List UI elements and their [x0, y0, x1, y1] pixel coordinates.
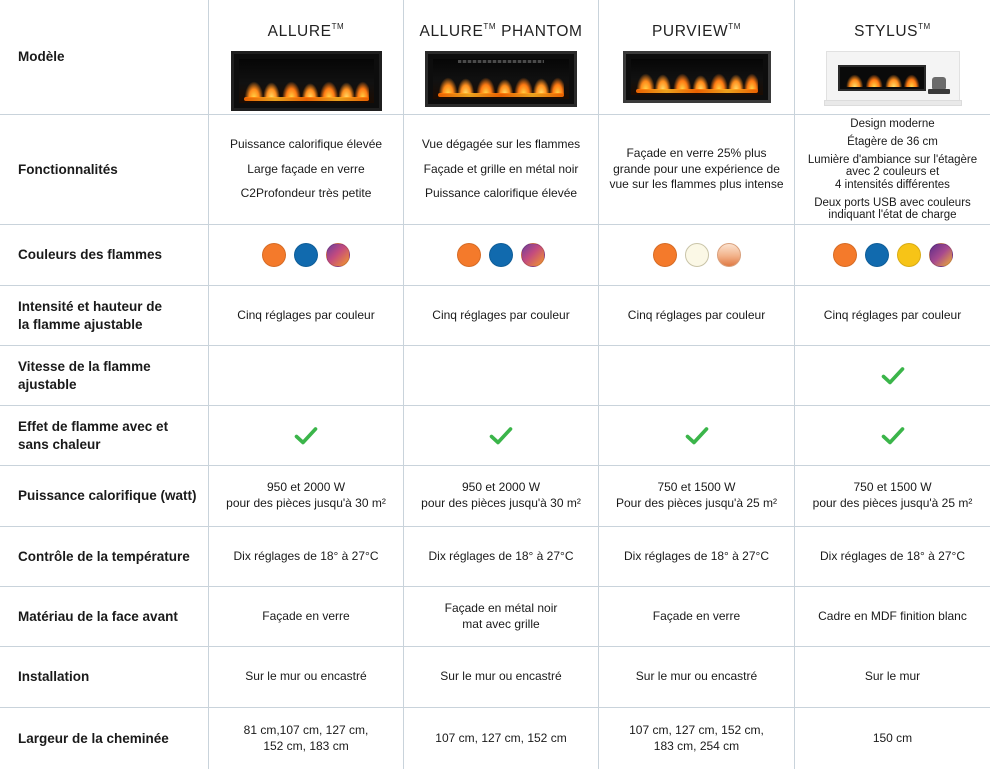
width-allure: 81 cm,107 cm, 127 cm, 152 cm, 183 cm [208, 708, 403, 769]
feature-text: Deux ports USB avec couleurs [814, 196, 971, 209]
width-phantom: 107 cm, 127 cm, 152 cm [403, 708, 598, 769]
effect-allure [208, 406, 403, 466]
temperature-stylus: Dix réglages de 18° à 27°C [794, 527, 990, 587]
effect-purview [598, 406, 794, 466]
colors-stylus [794, 225, 990, 286]
intensity-purview: Cinq réglages par couleur [598, 286, 794, 346]
orange-swatch [262, 243, 286, 267]
feature-text: grande pour une expérience de [613, 161, 780, 176]
installation-stylus: Sur le mur [794, 647, 990, 708]
temperature-phantom: Dix réglages de 18° à 27°C [403, 527, 598, 587]
temperature-allure: Dix réglages de 18° à 27°C [208, 527, 403, 587]
material-allure: Façade en verre [208, 587, 403, 647]
power-allure: 950 et 2000 W pour des pièces jusqu'à 30 m² [208, 466, 403, 527]
fireplace-image-allure [231, 51, 382, 111]
features-stylus [794, 115, 990, 225]
model-name-stylus: STYLUS™ [854, 22, 931, 40]
row-label-model: Modèle [0, 0, 208, 115]
row-label-features: Fonctionnalités [0, 115, 208, 225]
colors-allure [208, 225, 403, 286]
colors-purview [598, 225, 794, 286]
model-col-allure [208, 0, 403, 115]
row-label-flame-colors: Couleurs des flammes [0, 225, 208, 286]
model-name-allure: ALLURE™ [267, 22, 345, 40]
model-col-stylus [794, 0, 990, 115]
ivory-swatch [685, 243, 709, 267]
check-icon [685, 426, 709, 446]
model-col-purview [598, 0, 794, 115]
orange-swatch [653, 243, 677, 267]
blue-swatch [489, 243, 513, 267]
power-phantom: 950 et 2000 W pour des pièces jusqu'à 30 m² [403, 466, 598, 527]
fireplace-image-phantom [425, 51, 577, 107]
fireplace-image-stylus [824, 51, 962, 106]
feature-text: indiquant l'état de charge [828, 208, 957, 221]
check-icon [881, 366, 905, 386]
feature-text: Vue dégagée sur les flammes [421, 137, 581, 152]
power-purview: 750 et 1500 W Pour des pièces jusqu'à 25 m² [598, 466, 794, 527]
feature-text: Design moderne [850, 118, 935, 131]
row-label-power: Puissance calorifique (watt) [0, 466, 208, 527]
speed-stylus [794, 346, 990, 406]
feature-text: 4 intensités différentes [835, 178, 950, 191]
installation-purview: Sur le mur ou encastré [598, 647, 794, 708]
fireplace-image-purview [623, 51, 771, 103]
features-allure [208, 115, 403, 225]
model-name-phantom: ALLURE™ PHANTOM [419, 22, 583, 40]
row-label-width: Largeur de la cheminée [18, 730, 169, 746]
material-purview: Façade en verre [598, 587, 794, 647]
features-purview [598, 115, 794, 225]
temperature-purview: Dix réglages de 18° à 27°C [598, 527, 794, 587]
check-icon [881, 426, 905, 446]
speed-purview [598, 346, 794, 406]
feature-text: Façade en verre 25% plus [626, 146, 767, 161]
model-col-phantom [403, 0, 598, 115]
material-phantom: Façade en métal noir mat avec grille [403, 587, 598, 647]
feature-text: Puissance calorifique élevée [229, 137, 383, 152]
row-label-temperature: Contrôle de la température [0, 527, 208, 587]
row-label-intensity: Intensité et hauteur de la flamme ajustable [0, 286, 208, 346]
orange-swatch [457, 243, 481, 267]
yellow-swatch [897, 243, 921, 267]
purple-swatch [929, 243, 953, 267]
blue-swatch [294, 243, 318, 267]
feature-text: C2Profondeur très petite [240, 186, 372, 201]
orange-swatch [833, 243, 857, 267]
width-stylus: 150 cm [794, 708, 990, 769]
multicolor-swatch [326, 243, 350, 267]
feature-text: avec 2 couleurs et [845, 166, 940, 179]
material-stylus: Cadre en MDF finition blanc [794, 587, 990, 647]
check-icon [294, 426, 318, 446]
feature-text: Large façade en verre [247, 161, 365, 176]
effect-stylus [794, 406, 990, 466]
effect-phantom [403, 406, 598, 466]
installation-allure: Sur le mur ou encastré [208, 647, 403, 708]
feature-text: vue sur les flammes plus intense [609, 177, 784, 192]
multicolor-swatch [521, 243, 545, 267]
feature-text: Puissance calorifique élevée [424, 186, 578, 201]
colors-phantom [403, 225, 598, 286]
intensity-phantom: Cinq réglages par couleur [403, 286, 598, 346]
blue-swatch [865, 243, 889, 267]
speed-phantom [403, 346, 598, 406]
width-purview: 107 cm, 127 cm, 152 cm, 183 cm, 254 cm [598, 708, 794, 769]
power-stylus: 750 et 1500 W pour des pièces jusqu'à 25 m² [794, 466, 990, 527]
speed-allure [208, 346, 403, 406]
row-label-material: Matériau de la face avant [0, 587, 208, 647]
row-label-speed: Vitesse de la flamme ajustable [0, 346, 208, 406]
feature-text: Étagère de 36 cm [847, 136, 938, 149]
feature-text: Façade et grille en métal noir [423, 161, 579, 176]
row-label-installation: Installation [0, 647, 208, 708]
feature-text: Lumière d'ambiance sur l'étagère [807, 154, 978, 167]
features-phantom [403, 115, 598, 225]
row-label-effect: Effet de flamme avec et sans chaleur [0, 406, 208, 466]
intensity-allure: Cinq réglages par couleur [208, 286, 403, 346]
peach-swatch [717, 243, 741, 267]
check-icon [489, 426, 513, 446]
model-name-purview: PURVIEW™ [651, 22, 742, 40]
installation-phantom: Sur le mur ou encastré [403, 647, 598, 708]
intensity-stylus: Cinq réglages par couleur [794, 286, 990, 346]
